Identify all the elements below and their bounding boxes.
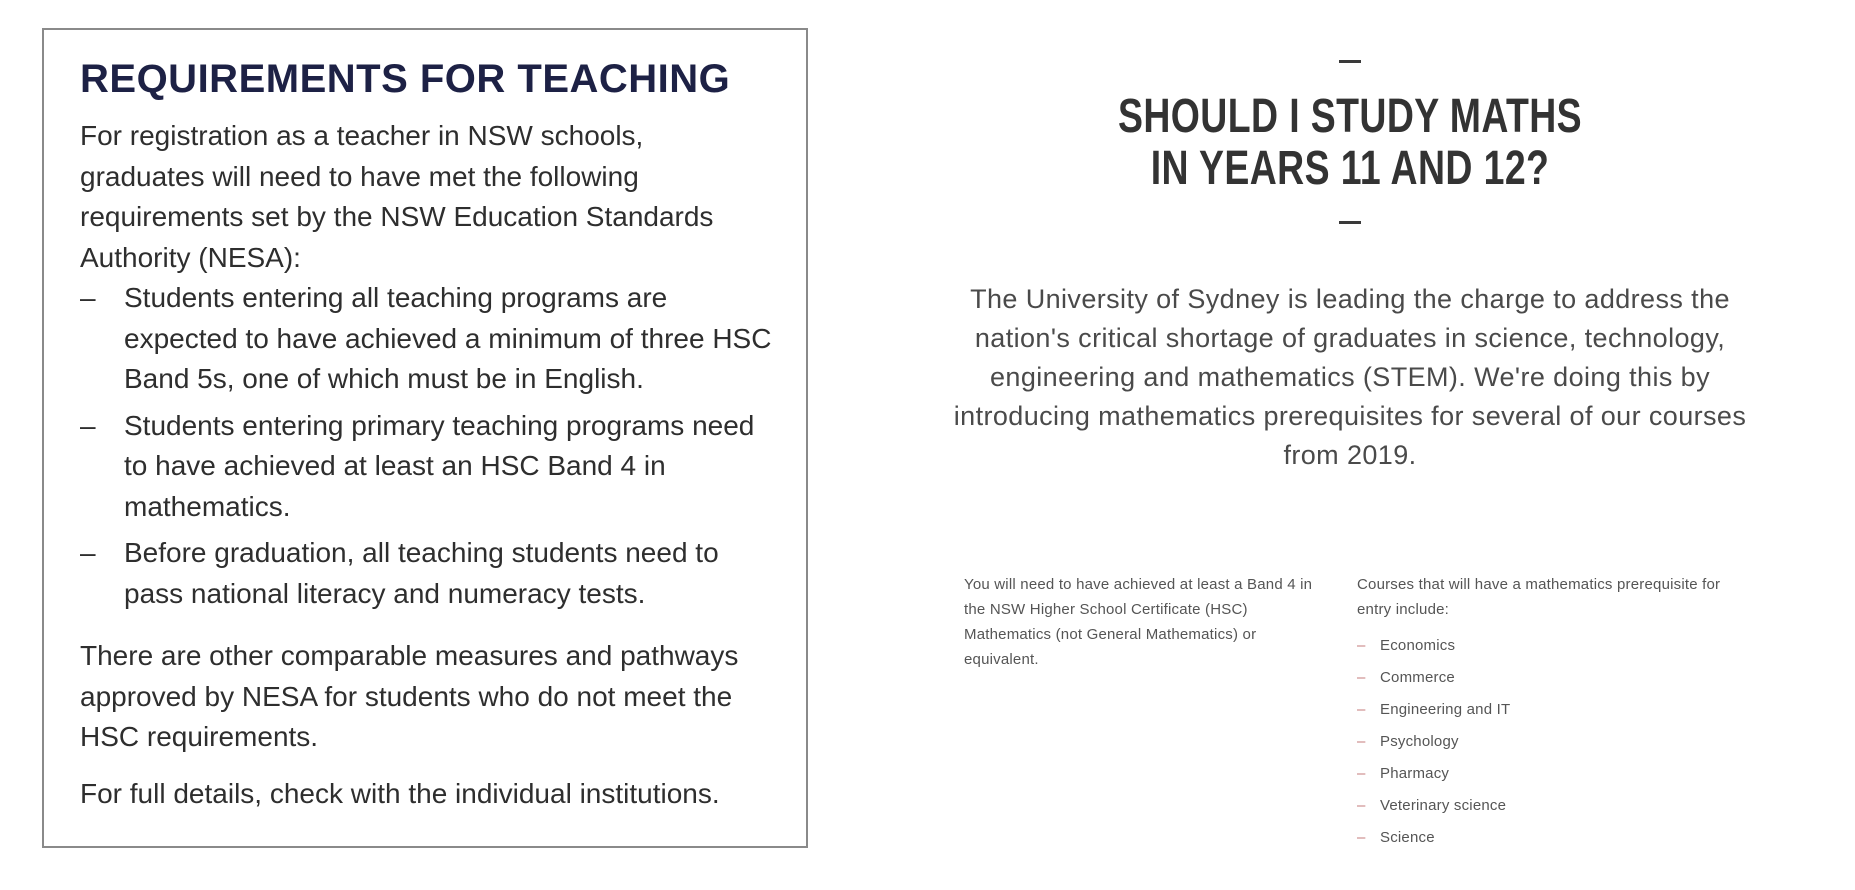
list-dash: – [80, 409, 96, 441]
list-dash: – [1357, 637, 1366, 654]
maths-title [1030, 91, 1670, 195]
list-dash: – [80, 537, 96, 568]
requirements-panel [42, 28, 808, 848]
course-label: Psychology [1380, 733, 1459, 750]
list-dash: – [1357, 701, 1366, 718]
other-measures-text: There are other comparable measures and pathways approved by NESA for students who do not meet the HSC requirements. [80, 640, 739, 752]
course-label: Engineering and IT [1380, 701, 1511, 718]
requirement-note: You will need to have achieved at least a Band 4 in the NSW Higher School Certificate (HSC) Mathematics (not General Mathematics) or equivalent. [964, 576, 1313, 668]
requirement-item [80, 278, 772, 400]
details-text: For full details, check with the individual institutions. [80, 777, 720, 809]
course-item [1357, 694, 1757, 726]
requirement-item [80, 406, 772, 528]
course-label: Science [1380, 829, 1435, 846]
list-dash: – [1357, 669, 1366, 686]
maths-title-line1: SHOULD I STUDY MATHS [1117, 90, 1583, 143]
courses-heading: Courses that will have a mathematics prerequisite for entry include: [1357, 576, 1721, 618]
list-dash: – [1357, 829, 1366, 846]
course-label: Veterinary science [1380, 797, 1507, 814]
requirement-text: Students entering primary teaching programs need to have achieved at least an HSC Band 4 in mathematics. [124, 409, 755, 522]
course-item [1357, 662, 1757, 694]
list-dash: – [1357, 797, 1366, 814]
course-item [1357, 758, 1757, 790]
maths-intro: The University of Sydney is leading the charge to address the nation's critical shortage of graduates in science, technology, engineering and mathematics (STEM). We're doing this by introducing mathematics prerequisites for several of our courses from 2019. [953, 284, 1747, 470]
course-item [1357, 726, 1757, 758]
course-item [1357, 630, 1757, 662]
title-top-divider [1339, 60, 1361, 63]
list-dash: – [80, 282, 96, 313]
requirement-text: Before graduation, all teaching students need to pass national literacy and numeracy tests. [124, 537, 719, 609]
list-dash: – [1357, 765, 1366, 782]
maths-title-line2: IN YEARS 11 AND 12? [1150, 142, 1550, 195]
requirement-item [80, 533, 772, 614]
course-label: Economics [1380, 637, 1456, 654]
course-label: Pharmacy [1380, 765, 1450, 782]
course-label: Commerce [1380, 669, 1455, 686]
course-item [1357, 822, 1757, 854]
list-dash: – [1357, 733, 1366, 750]
requirement-text: Students entering all teaching programs are expected to have achieved a minimum of three HSC Band 5s, one of which must be in English. [124, 282, 772, 394]
courses-list [1357, 630, 1757, 854]
courses-section [1357, 572, 1757, 854]
course-item [1357, 790, 1757, 822]
maths-panel [940, 60, 1760, 475]
requirements-list [80, 278, 772, 614]
requirements-title: REQUIREMENTS FOR TEACHING [80, 57, 731, 101]
title-bottom-divider [1339, 221, 1361, 224]
requirements-intro: For registration as a teacher in NSW schools, graduates will need to have met the following requirements set by the NSW Education Standards Authority (NESA): [80, 120, 714, 273]
